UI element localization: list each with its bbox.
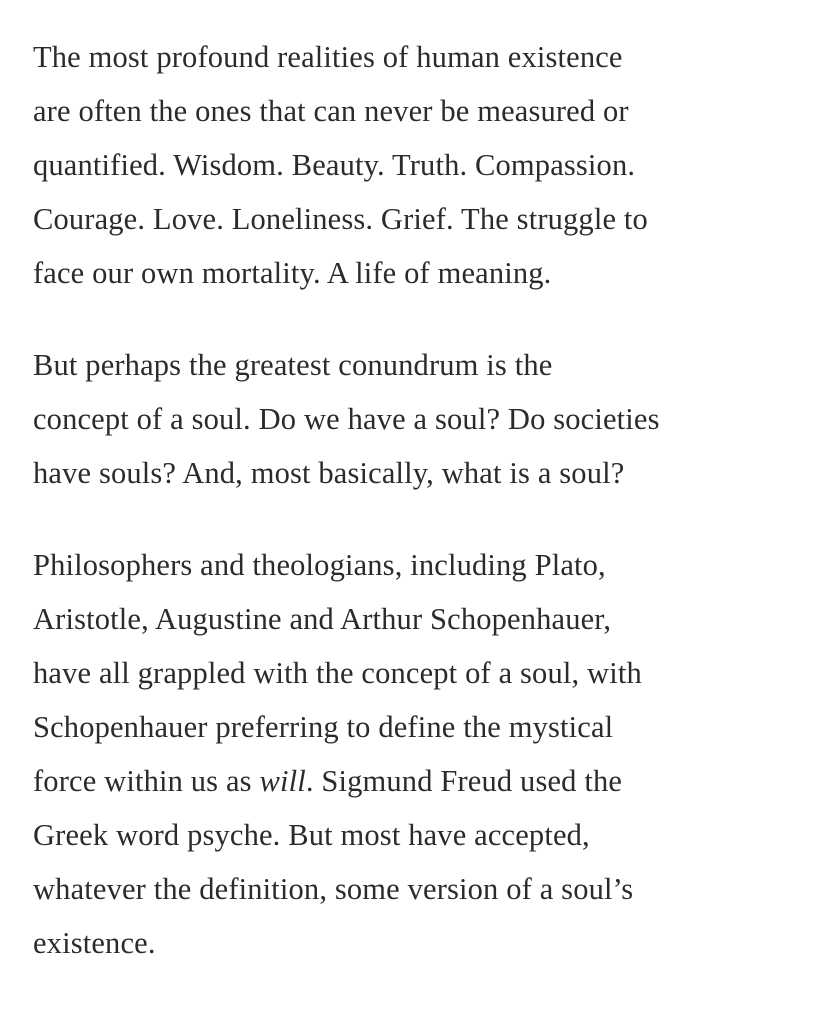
text-line: whatever the definition, some version of a soul’s [33,872,634,906]
article-body [33,30,813,1008]
text-line: have souls? And, most basically, what is a soul? [33,456,625,490]
text-line: concept of a soul. Do we have a soul? Do societies [33,402,660,436]
text-line: The most profound realities of human existence [33,40,623,74]
paragraph-3 [33,538,813,970]
text-line [33,754,813,808]
text-line: quantified. Wisdom. Beauty. Truth. Compassion. [33,148,636,182]
paragraph-2 [33,338,813,500]
text-line: Philosophers and theologians, including Plato, [33,548,606,582]
emphasis-will: will [259,764,306,798]
text-line: Schopenhauer preferring to define the mystical [33,710,614,744]
text-line: face our own mortality. A life of meaning. [33,256,552,290]
text-segment: . Sigmund Freud used the [305,764,623,798]
text-line: Courage. Love. Loneliness. Grief. The struggle to [33,202,648,236]
text-line: But perhaps the greatest conundrum is the [33,348,553,382]
paragraph-1 [33,30,813,300]
text-line: Aristotle, Augustine and Arthur Schopenhauer, [33,602,612,636]
text-line: Greek word psyche. But most have accepted, [33,818,590,852]
text-segment: force within us as [33,764,260,798]
text-line: are often the ones that can never be measured or [33,94,629,128]
text-line: have all grappled with the concept of a soul, with [33,656,642,690]
text-line: existence. [33,926,156,960]
